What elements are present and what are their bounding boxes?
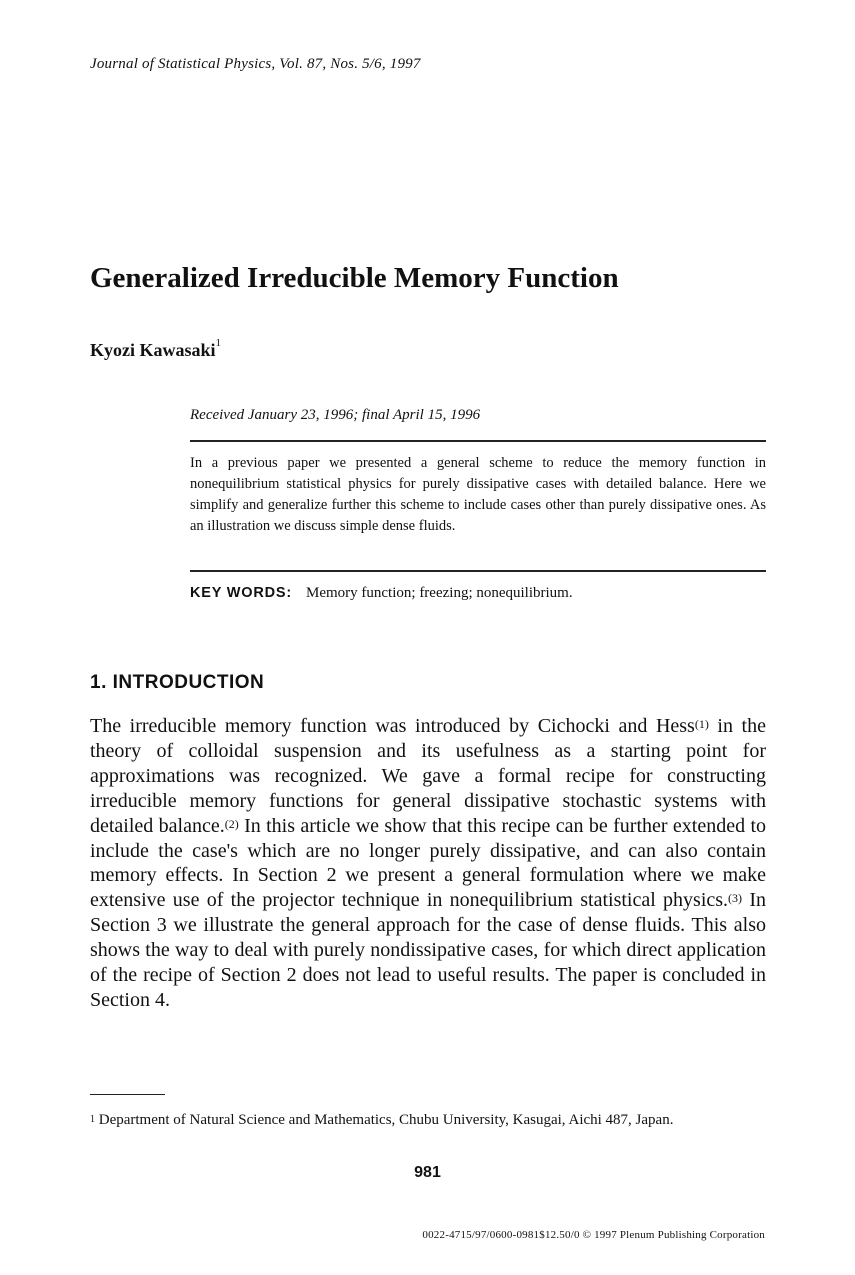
section-heading: 1. INTRODUCTION: [90, 672, 265, 693]
citation-1: (1): [694, 717, 709, 731]
footnote-rule: [90, 1094, 165, 1095]
abstract: In a previous paper we presented a general scheme to reduce the memory function in nonequilibrium statistical physics for purely dissipative cases with detailed balance. Here we simplify and generalize further this scheme to include cases other than purely dissipative ones. As an illustration we discuss simple dense fluids.: [190, 455, 766, 534]
citation-3: (3): [728, 891, 743, 906]
paper-title: Generalized Irreducible Memory Function: [90, 262, 619, 294]
abstract-top-rule: [190, 440, 766, 442]
keywords-text: Memory function; freezing; nonequilibrium.: [306, 585, 573, 601]
footnote-text: Department of Natural Science and Mathematics, Chubu University, Kasugai, Aichi 487, Japan.: [95, 1112, 674, 1128]
author-name: Kyozi Kawasaki: [90, 340, 216, 360]
intro-text-1: The irreducible memory function was introduced by Cichocki and Hess: [90, 715, 695, 737]
footnote: [90, 1109, 766, 1131]
abstract-bottom-rule: [190, 570, 766, 572]
keywords-label: KEY WORDS:: [190, 585, 292, 601]
page-number: 981: [414, 1164, 441, 1181]
copyright-line: 0022-4715/97/0600-0981$12.50/0 © 1997 Plenum Publishing Corporation: [422, 1229, 765, 1241]
citation-2: (2): [224, 816, 239, 831]
keywords: [190, 585, 573, 602]
footnote-mark: 1: [90, 1114, 95, 1125]
intro-text-2: in the theory of colloidal suspension and its usefulness as a starting point for approximations was recognized. We gave a formal recipe for constructing irreducible memory functions for general dissipative stochastic systems with detailed balance.: [90, 715, 766, 837]
journal-header: Journal of Statistical Physics, Vol. 87, Nos. 5/6, 1997: [90, 56, 421, 72]
intro-paragraph: [90, 714, 766, 1013]
received-dates: Received January 23, 1996; final April 15, 1996: [190, 407, 481, 423]
intro-text-4: In Section 3 we illustrate the general approach for the case of dense fluids. This also shows the way to deal with purely nondissipative cases, for which direct application of the recipe of Section 2 does not lead to useful results. The paper is concluded in Section 4.: [90, 889, 766, 1011]
intro-text-3: In this article we show that this recipe can be further extended to include the case's which are no longer purely dissipative, and can also contain memory effects. In Section 2 we present a general formulation where we make extensive use of the projector technique in nonequilibrium statistical physics.: [90, 814, 766, 912]
author: [90, 337, 222, 361]
author-affiliation-mark: 1: [215, 337, 222, 349]
